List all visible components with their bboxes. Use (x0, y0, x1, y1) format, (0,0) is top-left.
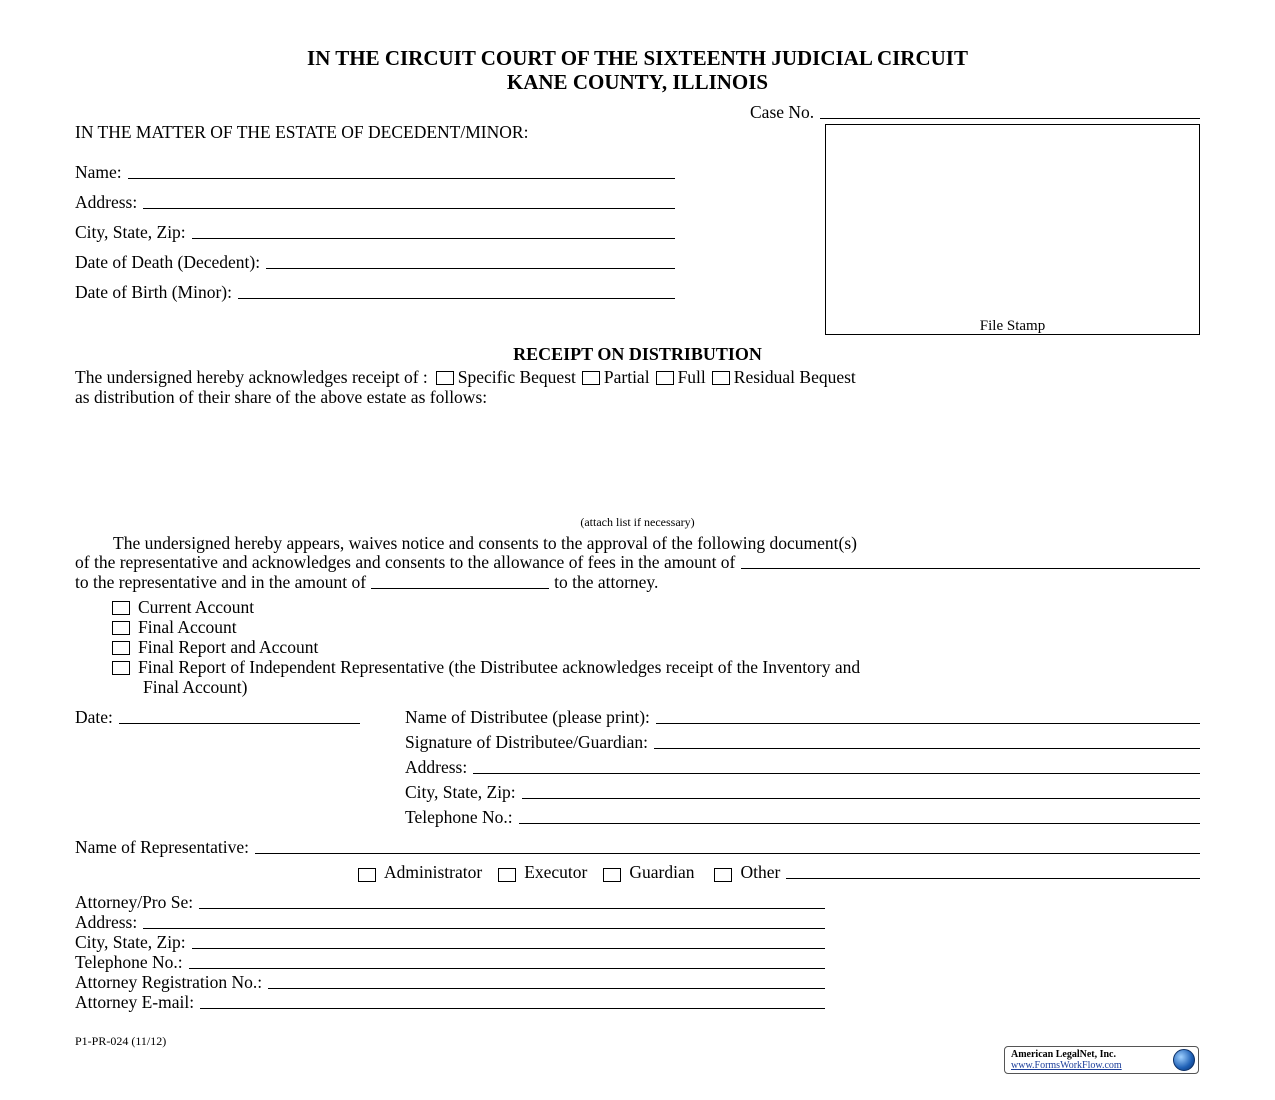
attorney-registration-label: Attorney Registration No.: (75, 972, 263, 992)
distribution-details-area[interactable] (75, 410, 1200, 505)
final-report-independent-label-2: Final Account) (143, 677, 248, 697)
date-of-death-label: Date of Death (Decedent): (75, 252, 261, 272)
receipt-line-2: as distribution of their share of the above estate as follows: (75, 387, 488, 407)
section-title: RECEIPT ON DISTRIBUTION (513, 344, 762, 364)
consent-line-3a: to the representative and in the amount of (75, 572, 367, 592)
date-of-birth-field[interactable] (238, 284, 675, 299)
distributee-address-label: Address: (405, 757, 468, 777)
final-report-independent-row (106, 657, 860, 677)
date-of-death-field[interactable] (266, 254, 675, 269)
estate-city-label: City, State, Zip: (75, 222, 186, 242)
consent-line-2: of the representative and acknowledges and consents to the allowance of fees in the amount of (75, 552, 736, 572)
specific-bequest-checkbox[interactable] (436, 371, 454, 385)
county-title: KANE COUNTY, ILLINOIS (506, 70, 769, 94)
representative-name-field[interactable] (255, 839, 1200, 854)
case-no-row (750, 102, 1200, 122)
partial-checkbox[interactable] (582, 371, 600, 385)
final-report-account-label: Final Report and Account (138, 637, 319, 657)
distributee-city-label: City, State, Zip: (405, 782, 516, 802)
estate-address-field[interactable] (143, 194, 675, 209)
date-of-death-row (75, 252, 675, 272)
representative-label: Name of Representative: (75, 837, 249, 857)
consent-line-1: The undersigned hereby appears, waives notice and consents to the approval of the following document(s) (113, 533, 858, 553)
other-label: Other (740, 862, 781, 882)
attorney-row (75, 892, 825, 912)
distributee-city-field[interactable] (522, 784, 1200, 799)
distributee-address-field[interactable] (473, 759, 1200, 774)
attorney-registration-row (75, 972, 825, 992)
estate-name-field[interactable] (128, 164, 675, 179)
attorney-city-field[interactable] (192, 934, 825, 949)
attorney-city-label: City, State, Zip: (75, 932, 186, 952)
file-stamp-box (825, 124, 1200, 335)
attorney-email-field[interactable] (200, 994, 825, 1009)
other-role-field[interactable] (786, 864, 1200, 879)
attorney-address-label: Address: (75, 912, 138, 932)
executor-checkbox[interactable] (498, 868, 516, 882)
distributee-signature-label: Signature of Distributee/Guardian: (405, 732, 648, 752)
final-report-account-row (106, 637, 318, 657)
final-report-account-checkbox[interactable] (112, 641, 130, 655)
globe-icon (1173, 1049, 1195, 1071)
current-account-row (106, 597, 254, 617)
estate-name-label: Name: (75, 162, 122, 182)
file-stamp-label: File Stamp (979, 318, 1046, 334)
partial-label: Partial (603, 367, 650, 387)
representative-fee-field[interactable] (741, 554, 1200, 569)
guardian-label: Guardian (629, 862, 695, 882)
attorney-fee-field[interactable] (371, 574, 549, 589)
attorney-address-row (75, 912, 825, 932)
distributee-signature-field[interactable] (654, 734, 1200, 749)
attorney-email-label: Attorney E-mail: (75, 992, 195, 1012)
specific-bequest-label: Specific Bequest (457, 367, 576, 387)
distributee-telephone-label: Telephone No.: (405, 807, 513, 827)
attorney-field[interactable] (199, 894, 825, 909)
representative-roles-row (352, 862, 1200, 882)
attorney-telephone-row (75, 952, 825, 972)
case-no-field[interactable] (820, 104, 1200, 119)
attorney-email-row (75, 992, 825, 1012)
distributee-telephone-row (405, 807, 1200, 827)
estate-city-field[interactable] (192, 224, 675, 239)
executor-label: Executor (524, 862, 588, 882)
full-checkbox[interactable] (656, 371, 674, 385)
estate-name-row (75, 162, 675, 182)
full-label: Full (677, 367, 706, 387)
form-id: P1-PR-024 (11/12) (75, 1034, 167, 1048)
attorney-city-row (75, 932, 825, 952)
attorney-registration-field[interactable] (268, 974, 825, 989)
receipt-intro: The undersigned hereby acknowledges receipt of : (75, 367, 428, 387)
final-account-row (106, 617, 237, 637)
current-account-checkbox[interactable] (112, 601, 130, 615)
date-row (75, 707, 360, 727)
attorney-address-field[interactable] (143, 914, 825, 929)
estate-address-row (75, 192, 675, 212)
attorney-telephone-label: Telephone No.: (75, 952, 183, 972)
final-account-checkbox[interactable] (112, 621, 130, 635)
date-of-birth-label: Date of Birth (Minor): (75, 282, 232, 302)
case-no-label: Case No. (750, 102, 815, 122)
final-report-independent-checkbox[interactable] (112, 661, 130, 675)
current-account-label: Current Account (138, 597, 255, 617)
distributee-name-label: Name of Distributee (please print): (405, 707, 650, 727)
distributee-name-field[interactable] (656, 709, 1200, 724)
consent-line-3b: to the attorney. (554, 572, 659, 592)
attorney-telephone-field[interactable] (189, 954, 825, 969)
date-field[interactable] (119, 709, 360, 724)
receipt-line (75, 367, 856, 387)
final-report-independent-label: Final Report of Independent Representative (the Distributee acknowledges receipt of the Inventory and (138, 657, 861, 677)
date-of-birth-row (75, 282, 675, 302)
other-checkbox[interactable] (714, 868, 732, 882)
logo-company: American LegalNet, Inc. (1011, 1049, 1116, 1060)
administrator-checkbox[interactable] (358, 868, 376, 882)
representative-row (75, 837, 1200, 857)
residual-bequest-label: Residual Bequest (733, 367, 856, 387)
logo-url[interactable]: www.FormsWorkFlow.com (1011, 1060, 1122, 1071)
distributee-name-row (405, 707, 1200, 727)
administrator-label: Administrator (384, 862, 483, 882)
estate-address-label: Address: (75, 192, 138, 212)
estate-city-row (75, 222, 675, 242)
publisher-logo (1004, 1046, 1199, 1074)
court-title: IN THE CIRCUIT COURT OF THE SIXTEENTH JUDICIAL CIRCUIT (307, 46, 968, 70)
attorney-label: Attorney/Pro Se: (75, 892, 194, 912)
residual-bequest-checkbox[interactable] (712, 371, 730, 385)
consent-line-3-row (75, 572, 835, 592)
distributee-address-row (405, 757, 1200, 777)
matter-label: IN THE MATTER OF THE ESTATE OF DECEDENT/MINOR: (75, 122, 529, 142)
consent-line-2-row (75, 552, 1200, 572)
final-account-label: Final Account (138, 617, 237, 637)
distributee-telephone-field[interactable] (519, 809, 1200, 824)
distributee-city-row (405, 782, 1200, 802)
date-label: Date: (75, 707, 113, 727)
attach-note: (attach list if necessary) (580, 515, 695, 529)
distributee-signature-row (405, 732, 1200, 752)
guardian-checkbox[interactable] (603, 868, 621, 882)
